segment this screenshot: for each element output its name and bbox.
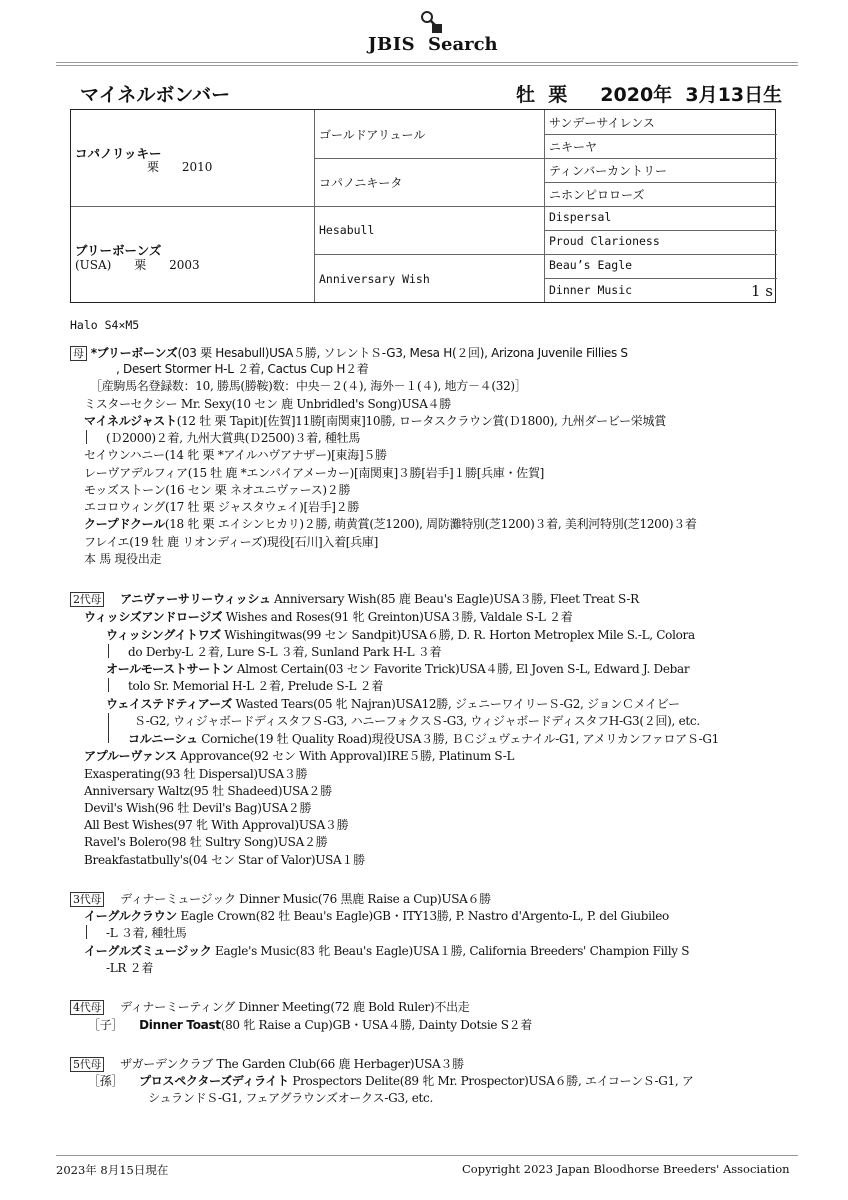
horse-rider-icon — [418, 10, 444, 36]
produce-9: 本 馬 現役出走 — [84, 552, 162, 566]
sire-name: コパノリッキー — [75, 146, 162, 161]
g2-produce-b: ウィッシングイトワズ Wishingitwas(99 セン Sandpit)USA６勝, D. R. Horton Metroplex Mile S.-L, Colora — [106, 628, 695, 642]
third-dam-tag: 3代母 — [70, 892, 104, 907]
g3-7: Beau’s Eagle — [549, 258, 633, 272]
footer-divider — [56, 1155, 798, 1156]
sire-info: 栗 2010 — [147, 160, 213, 174]
g2-produce-c-cont: tolo Sr. Memorial H-L ２着, Prelude S-L ２着 — [128, 679, 384, 693]
third-dam-line: 3代母 ディナーミュージック Dinner Music(76 黒鹿 Raise a Cup)USA６勝 — [70, 891, 491, 907]
fourth-dam-line: 4代母 ディナーミーティング Dinner Meeting(72 鹿 Bold Ruler)不出走 — [70, 999, 469, 1015]
second-dam-line: 2代母 アニヴァーサリーウィッシュ Anniversary Wish(85 鹿 Beau's Eagle)USA３勝, Fleet Treat S-R — [70, 591, 639, 607]
fifth-dam-line: 5代母 ザガーデンクラブ The Garden Club(66 鹿 Herbager)USA３勝 — [70, 1056, 464, 1072]
produce-2: マイネルジャスト(12 牡 栗 Tapit)[佐賀]11勝[南関東]10勝, ロータスクラウン賞(Ｄ1800), 九州ダービー栄城賞 — [84, 414, 666, 428]
g2-produce-j: All Best Wishes(97 牝 With Approval)USA３勝 — [84, 818, 349, 832]
dam-info: (USA) 栗 2003 — [75, 258, 200, 272]
g2-produce-e: コルニーシュ Corniche(19 牡 Quality Road)現役USA３勝, ＢＣジュヴェナイル-G1, アメリカンファロアＳ-G1 — [128, 732, 719, 746]
g3-2: ニキーヤ — [549, 140, 598, 154]
g5-produce-a: ［孫］ プロスペクターズディライト Prospectors Delite(89 牝 Mr. Prospector)USA６勝, エイコーンＳ-G1, ア — [88, 1074, 694, 1088]
produce-7: クープドクール(18 牝 栗 エイシンヒカリ)２勝, 萌黄賞(芝1200), 周防灘特別(芝1200)３着, 美利河特別(芝1200)３着 — [84, 517, 697, 531]
fifth-dam-tag: 5代母 — [70, 1057, 104, 1072]
g3-produce-a: イーグルクラウン Eagle Crown(82 牡 Beau's Eagle)GB・ITY13勝, P. Nastro d'Argento-L, P. del Giubileo — [84, 909, 669, 923]
g3-5: Dispersal — [549, 210, 612, 224]
g2-produce-g: Exasperating(93 牡 Dispersal)USA３勝 — [84, 767, 308, 781]
dam-line-cont: , Desert Stormer H-L ２着, Cactus Cup H２着 — [116, 362, 369, 376]
dam-produce-summary: ［産駒馬名登録数：10, 勝馬(勝鞍)数：中央－２(４), 海外－１(４), 地方－４(32)］ — [90, 379, 527, 393]
jbis-search-logo[interactable] — [368, 10, 498, 60]
dam-tag: 母 — [70, 346, 87, 361]
g3-produce-b: イーグルズミュージック Eagle's Music(83 牝 Beau's Eagle)USA１勝, California Breeders' Champion Filly S — [84, 944, 690, 958]
dam-sire: Hesabull — [319, 223, 375, 237]
header-divider — [56, 62, 798, 63]
produce-1: ミスターセクシー Mr. Sexy(10 セン 鹿 Unbridled's Song)USA４勝 — [84, 397, 451, 411]
pedigree-table — [70, 109, 776, 303]
g4-produce-a: ［子］ Dinner Toast(80 牝 Raise a Cup)GB・USA４勝, Dainty Dotsie S２着 — [88, 1018, 533, 1032]
horse-meta: 牡 栗 2020年 3月13日生 — [516, 84, 783, 106]
horse-name: マイネルボンバー — [80, 84, 231, 106]
logo-jbis-text: JBIS — [368, 34, 416, 55]
produce-6: エコロウィング(17 牡 栗 ジャスタウェイ)[岩手]２勝 — [84, 500, 360, 514]
g2-produce-k: Ravel's Bolero(98 牡 Sultry Song)USA２勝 — [84, 835, 328, 849]
g2-produce-h: Anniversary Waltz(95 牡 Shadeed)USA２勝 — [84, 784, 332, 798]
header-divider-2 — [56, 65, 798, 66]
g2-produce-a: ウィッシズアンドロージズ Wishes and Roses(91 牝 Greinton)USA３勝, Valdale S-L ２着 — [84, 610, 573, 624]
g3-produce-a-cont: -L ３着, 種牡馬 — [106, 926, 187, 940]
g2-produce-c: オールモーストサートン Almost Certain(03 セン Favorite Trick)USA４勝, El Joven S-L, Edward J. Debar — [106, 662, 690, 676]
produce-5: モッズストーン(16 セン 栗 ネオユニヴァース)２勝 — [84, 483, 351, 497]
sire-sire: ゴールドアリュール — [319, 128, 426, 142]
g2-produce-l: Breakfastatbully's(04 セン Star of Valor)USA１勝 — [84, 853, 365, 867]
g2-produce-b-cont: do Derby-L ２着, Lure S-L ３着, Sunland Park H-L ３着 — [128, 645, 442, 659]
g5-produce-a-cont: シュランドＳ-G1, フェアグラウンズオークス-G3, etc. — [148, 1091, 433, 1105]
g3-8: Dinner Music — [549, 283, 633, 297]
dam-line: 母 *ブリーボーンズ(03 栗 Hesabull)USA５勝, ソレントＳ-G3, Mesa H(２回), Arizona Juvenile Fillies S — [70, 345, 628, 361]
footer-date: 2023年 8月15日現在 — [56, 1163, 169, 1177]
sire-dam: コパノニキータ — [319, 176, 403, 190]
dam-dam: Anniversary Wish — [319, 272, 430, 286]
g2-produce-d: ウェイステドティアーズ Wasted Tears(05 牝 Najran)USA12勝, ジェニーワイリーＳ-G2, ジョンＣメイビー — [106, 697, 680, 711]
fourth-dam-tag: 4代母 — [70, 1000, 104, 1015]
logo-search-text: Search — [428, 34, 498, 55]
produce-8: フレイエ(19 牡 鹿 リオンディーズ)現役[石川]入着[兵庫] — [84, 535, 378, 549]
g2-produce-d-cont: Ｓ-G2, ウィジャボードディスタフＳ-G3, ハニーフォクスＳ-G3, ウィジャボードディスタフH-G3(２回), etc. — [134, 714, 700, 728]
g3-4: ニホンピロローズ — [549, 188, 645, 202]
second-dam-tag: 2代母 — [70, 592, 104, 607]
footer-copyright: Copyright 2023 Japan Bloodhorse Breeders' Association — [462, 1162, 790, 1176]
inbreeding-note: Halo S4×M5 — [70, 318, 140, 332]
g3-6: Proud Clarioness — [549, 234, 660, 248]
g3-produce-b-cont: -LR ２着 — [106, 961, 154, 975]
dam-name: ブリーボーンズ — [75, 243, 162, 258]
family-number: 1 s — [751, 282, 774, 300]
produce-3: セイウンハニー(14 牝 栗 *アイルハヴアナザー)[東海]５勝 — [84, 448, 387, 462]
produce-2-cont: (Ｄ2000)２着, 九州大賞典(Ｄ2500)３着, 種牡馬 — [106, 431, 361, 445]
g3-3: ティンバーカントリー — [549, 164, 667, 178]
g2-produce-f: アプルーヴァンス Approvance(92 セン With Approval)IRE５勝, Platinum S-L — [84, 749, 515, 763]
g2-produce-i: Devil's Wish(96 牡 Devil's Bag)USA２勝 — [84, 801, 312, 815]
produce-4: レーヴアデルフィア(15 牡 鹿 *エンパイアメーカー)[南関東]３勝[岩手]１勝[兵庫・佐賀] — [84, 466, 545, 480]
g3-1: サンデーサイレンス — [549, 116, 655, 130]
